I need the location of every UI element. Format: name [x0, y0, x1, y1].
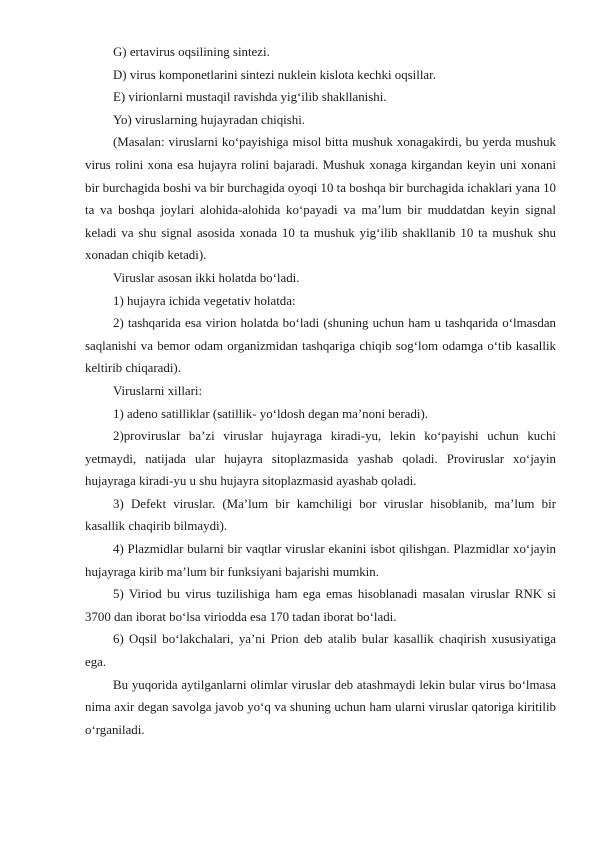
paragraph-holat-1: 1) hujayra ichida vegetativ holatda:	[113, 293, 296, 308]
paragraph-xil-6-prion: 6) Oqsil bo‘lakchalari, ya’ni Prion deb atalib bular kasallik chaqirish xususiyatiga ega.	[85, 632, 556, 670]
paragraph-ikki-holat: Viruslar asosan ikki holatda bo‘ladi.	[113, 270, 300, 285]
paragraph-xil-3-defekt: 3) Defekt viruslar. (Ma’lum bir kamchiligi bor viruslar hisoblanib, ma’lum bir kasallik chaqirib bilmaydi).	[85, 496, 556, 534]
paragraph-yo-chiqishi: Yo) viruslarning hujayradan chiqishi.	[113, 112, 306, 127]
paragraph-holat-2: 2) tashqarida esa virion holatda bo‘ladi (shuning uchun ham u tashqarida o‘lmasdan saqlanishi va bemor odam organizmidan tashqariga chiqib sog‘lom odamga o‘tib kasallik keltirib chiqaradi).	[85, 316, 556, 376]
paragraph-xillari-heading: Viruslarni xillari:	[113, 383, 203, 398]
paragraph-masalan-example: (Masalan: viruslarni ko‘payishiga misol bitta mushuk xonagakirdi, bu yerda mushuk virus rolini xona esa hujayra rolini bajaradi. Mushuk xonaga kirgandan keyin uni xonani bir burchagida boshi va bir burchagida oyoqi 10 ta boshqa bir burchagida ichaklari yana 10 ta va boshqa joylari alohida-alohida ko‘payadi va ma’lum bir muddatdan keyin signal keladi va shu signal asosida xonada 10 ta mushuk yig‘ilib shakllanib 10 ta mushuk shu xonadan chiqib ketadi).	[85, 135, 556, 263]
paragraph-xil-1-adeno: 1) adeno satilliklar (satillik- yo‘ldosh degan ma’noni beradi).	[113, 406, 429, 421]
paragraph-g-ertavirus: G) ertavirus oqsilining sintezi.	[113, 45, 270, 59]
document-page	[85, 41, 556, 741]
paragraph-e-virion: E) virionlarni mustaqil ravishda yig‘ilib shakllanishi.	[113, 90, 387, 105]
paragraph-conclusion: Bu yuqorida aytilganlarni olimlar viruslar deb atashmaydi lekin bular virus bo‘lmasa nima axir degan savolga javob yo‘q va shuning uchun ham ularni viruslar qatoriga kiritilib o‘rganiladi.	[85, 677, 556, 737]
paragraph-xil-2-provirus: 2)proviruslar ba’zi viruslar hujayraga kiradi-yu, lekin ko‘payishi uchun kuchi yetmaydi, natijada ular hujayra sitoplazmasida yashab qoladi. Proviruslar xo‘jayin hujayraga kiradi-yu u shu hujayra sitoplazmasid ayashab qoladi.	[85, 429, 556, 489]
paragraph-xil-4-plazmid: 4) Plazmidlar bularni bir vaqtlar viruslar ekanini isbot qilishgan. Plazmidlar xo‘jayin hujayraga kirib ma’lum bir funksiyani bajarishi mumkin.	[85, 542, 556, 579]
paragraph-xil-5-viriod: 5) Viriod bu virus tuzilishiga ham ega emas hisoblanadi masalan viruslar RNK si 3700 dan iborat bo‘lsa viriodda esa 170 tadan iborat bo‘ladi.	[85, 587, 556, 624]
paragraph-d-komponent: D) virus komponetlarini sintezi nuklein kislota kechki oqsillar.	[113, 67, 436, 82]
